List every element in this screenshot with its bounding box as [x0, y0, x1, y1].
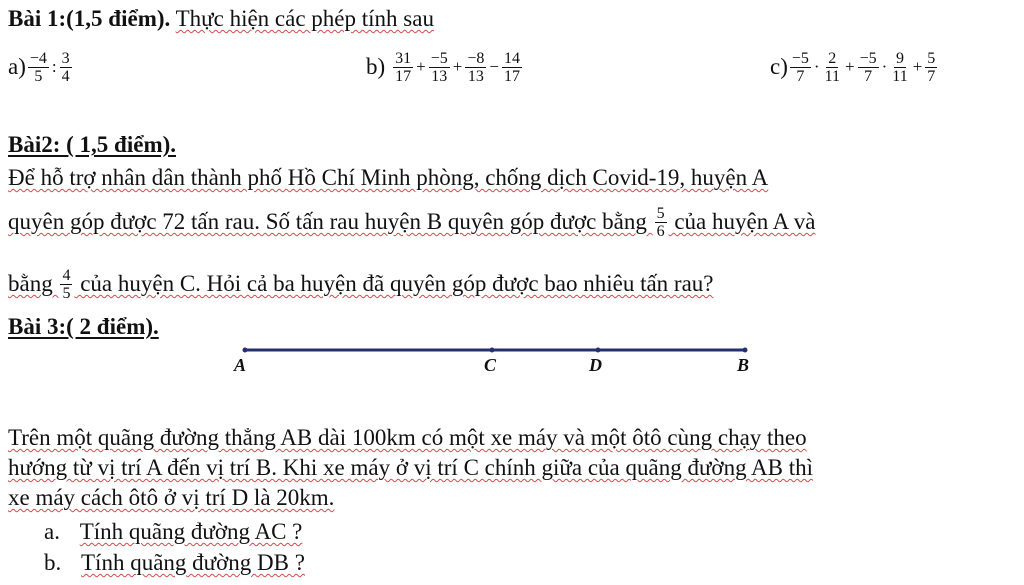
fraction: $\frac{9}{11}$: [892, 49, 908, 85]
bai2-line-2: [8, 200, 1016, 244]
operator: +: [452, 57, 463, 76]
fraction: $\frac{-5}{13}$: [430, 49, 448, 85]
bai2-title: Bài2: ( 1,5 điểm).: [8, 132, 177, 157]
fraction-4-5: $\frac{4}{5}$: [62, 266, 71, 302]
bai3-line-1: Trên một quãng đường thẳng AB dài 100km có một xe máy và một ôtô cùng chạy theo: [8, 425, 807, 450]
question-b-text: Tính quãng đường DB ?: [81, 550, 305, 575]
bai1-heading: [8, 4, 434, 34]
point-b: [743, 348, 748, 353]
exercise-1c: [770, 43, 939, 91]
operator: :: [51, 57, 57, 76]
operator: ·: [881, 57, 888, 76]
bai3-title: Bài 3:( 2 điểm).: [8, 314, 159, 339]
point-c-label: C: [484, 355, 497, 375]
fraction-5-6: $\frac{5}{6}$: [656, 204, 665, 240]
operator: +: [416, 57, 426, 76]
point-c: [490, 348, 495, 353]
operator: ·: [813, 57, 820, 76]
bai1-instruction: Thực hiện các phép tính sau: [175, 6, 434, 31]
question-a-text: Tính quãng đường AC ?: [79, 519, 303, 544]
fraction: $\frac{31}{17}$: [395, 49, 412, 85]
operator: +: [844, 57, 855, 76]
bai2-line-1: Để hỗ trợ nhân dân thành phố Hồ Chí Minh phòng, chống dịch Covid-19, huyện A: [8, 165, 769, 190]
point-a-label: A: [234, 355, 247, 375]
exercise-1b-label: b): [366, 54, 386, 79]
bai2-line-3-text: của huyện C. Hỏi cả ba huyện đã quyên góp được bao nhiêu tấn rau?: [74, 271, 714, 296]
bai2-line-2-text: quyên góp được 72 tấn rau. Số tấn rau huyện B quyên góp được bằng: [8, 209, 653, 234]
exercise-1c-label: c): [770, 54, 788, 79]
fraction: $\frac{-5}{7}$: [859, 49, 877, 85]
point-b-label: B: [737, 355, 750, 375]
exercise-1b: [366, 43, 524, 91]
fraction: $\frac{2}{11}$: [824, 49, 840, 85]
bai3-line-3: xe máy cách ôtô ở vị trí D là 20km.: [8, 485, 335, 510]
fraction: $\frac{-4}{5}$: [29, 49, 47, 85]
fraction: $\frac{-8}{13}$: [467, 49, 485, 85]
bai1-title: Bài 1:(1,5 điểm).: [8, 6, 171, 31]
question-a-marker: a.: [44, 519, 60, 544]
segment-diagram: [0, 340, 1024, 380]
point-a: [243, 348, 248, 353]
question-a: [44, 517, 1024, 547]
bai2-line-2-tail: của huyện A và: [668, 209, 816, 234]
fraction: $\frac{5}{7}$: [927, 49, 936, 85]
question-b-marker: b.: [44, 550, 62, 575]
exercise-1a: [8, 43, 74, 91]
question-b: [44, 548, 1024, 578]
operator: +: [912, 57, 923, 76]
bai2-line-3-head: bằng: [8, 271, 59, 296]
exercise-1a-label: a): [8, 54, 26, 79]
point-d-label: D: [589, 355, 602, 375]
point-d: [596, 348, 601, 353]
fraction: $\frac{3}{4}$: [61, 49, 70, 85]
bai2-line-3: [8, 262, 1016, 306]
fraction: $\frac{14}{17}$: [504, 49, 521, 85]
bai3-line-2: hướng từ vị trí A đến vị trí B. Khi xe máy ở vị trí C chính giữa của quãng đường AB thì: [8, 455, 814, 480]
fraction: $\frac{-5}{7}$: [791, 49, 809, 85]
operator: −: [489, 57, 500, 76]
